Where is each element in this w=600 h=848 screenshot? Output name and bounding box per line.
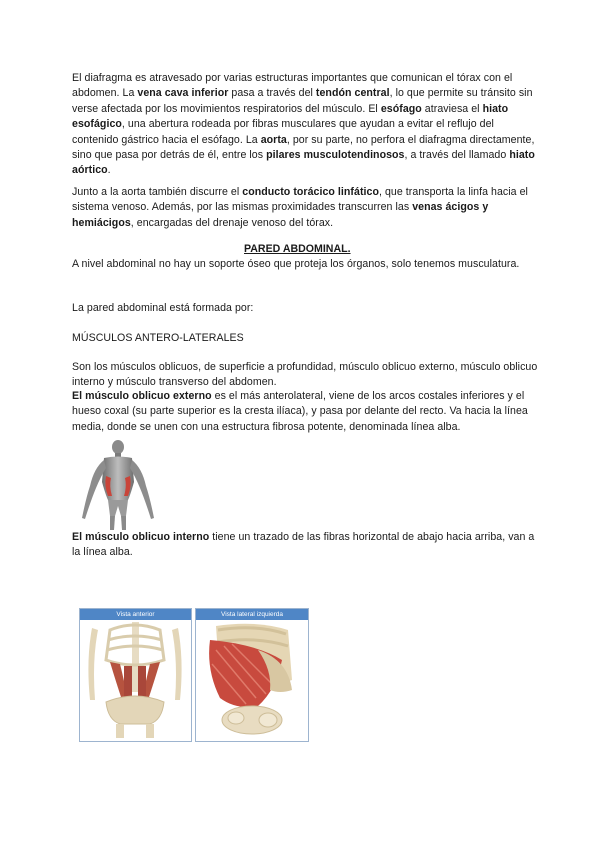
external-oblique-figure xyxy=(78,438,158,530)
section-heading: PARED ABDOMINAL. xyxy=(244,243,351,255)
subheading-antero-lateral: MÚSCULOS ANTERO-LATERALES xyxy=(72,332,244,344)
paragraph-oblique-muscles: Son los músculos oblicuos, de superficie a profundidad, músculo oblicuo externo, músculo oblicuo interno y músculo transverso del abdomen. xyxy=(72,361,538,389)
skeleton-illustration xyxy=(80,620,191,740)
hips-shape xyxy=(108,500,128,516)
skeleton-anterior-figure xyxy=(79,608,192,742)
lateral-muscle-illustration xyxy=(196,620,308,740)
figure-caption-anterior: Vista anterior xyxy=(80,609,191,620)
paragraph-internal-oblique: El músculo oblicuo interno tiene un trazado de las fibras horizontal de abajo hacia arriba, van a la línea alba. xyxy=(72,531,535,559)
paragraph-diaphragm-structures: El diafragma es atravesado por varias estructuras importantes que comunican el tórax con el abdomen. La vena cava inferior pasa a través del tendón central, lo que permite su tránsito sin verse afectada por los movimientos respiratorios del músculo. El esófago atraviesa el hiato esofágico, una abertura rodeada por fibras musculares que ayudan a evitar el reflujo del contenido gástrico hacia el esófago. La aorta, por su parte, no perfora el diafragma directamente, sino que pasa por detrás de él, entre los pilares musculotendinosos, a través del llamado hiato aórtico. xyxy=(72,72,535,177)
right-arm-shape xyxy=(130,460,154,519)
figure-caption-lateral: Vista lateral izquierda xyxy=(196,609,308,620)
paragraph-abdominal-level: A nivel abdominal no hay un soporte óseo que proteja los órganos, solo tenemos musculatura. xyxy=(72,258,520,270)
paragraph-external-oblique: El músculo oblicuo externo es el más anterolateral, viene de los arcos costales inferiores y el hueso coxal (su parte superior es la cresta ilíaca), y pasa por delante del recto. Va hacia la línea media, donde se unen con una estructura fibrosa potente, denominada línea alba. xyxy=(72,390,528,433)
muscle-lateral-figure xyxy=(195,608,309,742)
head-shape xyxy=(112,440,124,454)
paragraph-wall-formed-by: La pared abdominal está formada por: xyxy=(72,302,254,314)
paragraph-thoracic-duct: Junto a la aorta también discurre el conducto torácico linfático, que transporta la linfa hacia el sistema venoso. Además, por las mismas proximidades transcurren las venas ácigos y hemiácigos, encargadas del drenaje venoso del tórax. xyxy=(72,186,528,229)
left-arm-shape xyxy=(82,460,106,519)
